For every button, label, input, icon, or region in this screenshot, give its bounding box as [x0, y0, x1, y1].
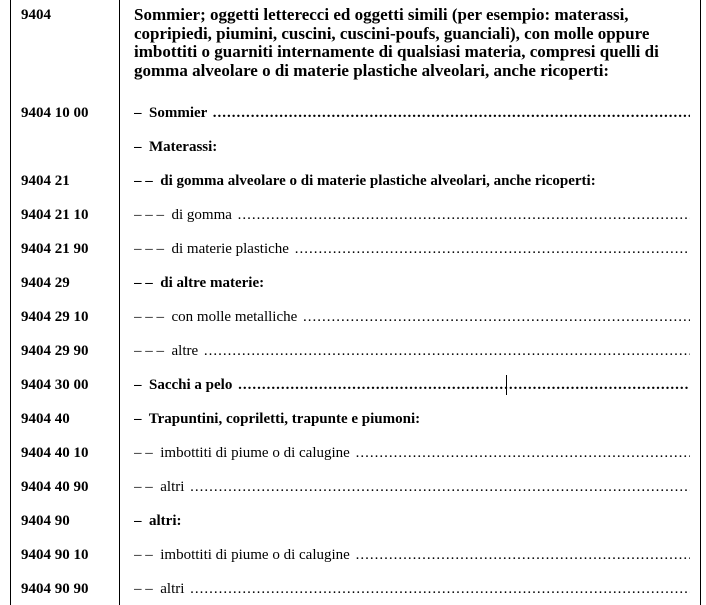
row-label: – Trapuntini, copriletti, trapunte e piumoni:: [134, 411, 424, 427]
row-description: [134, 240, 690, 258]
row-description: [134, 444, 690, 462]
row-label: – – di altre materie:: [134, 275, 268, 291]
row-code: 9404 90: [21, 513, 70, 529]
row-code: 9404 29 90: [21, 343, 89, 359]
dot-leader: [190, 580, 690, 598]
row-label: – – – altre: [134, 343, 202, 359]
row-label: – – – con molle metalliche: [134, 309, 302, 325]
row-description: [134, 342, 690, 360]
row-label: – – imbottiti di piume o di calugine: [134, 547, 354, 563]
row-description: [134, 308, 690, 326]
row-code: 9404 21: [21, 173, 70, 189]
row-label: – – – di gomma: [134, 207, 236, 223]
dot-leader: [204, 342, 690, 360]
row-label: – – altri: [134, 479, 189, 495]
row-description: [134, 546, 690, 564]
dot-leader: [190, 478, 690, 496]
table-border-left: [10, 0, 11, 605]
row-label: – Materassi:: [134, 139, 222, 155]
row-code: 9404 90 90: [21, 581, 89, 597]
row-label: – – di gomma alveolare o di materie plastiche alveolari, anche ricoperti:: [134, 173, 600, 189]
dot-leader: [303, 308, 690, 326]
row-code: 9404 30 00: [21, 377, 89, 393]
table-column-divider: [119, 0, 120, 605]
row-label: – Sommier: [134, 105, 211, 121]
dot-leader: [213, 104, 690, 122]
row-code: 9404 40: [21, 411, 70, 427]
row-label: – Sacchi a pelo: [134, 377, 237, 393]
row-code: 9404 29: [21, 275, 70, 291]
row-description: [134, 410, 690, 428]
row-label: – altri:: [134, 513, 186, 529]
row-code: 9404 90 10: [21, 547, 89, 563]
row-label: – – imbottiti di piume o di calugine: [134, 445, 354, 461]
dot-leader: [238, 376, 690, 394]
dot-leader: [238, 206, 690, 224]
dot-leader: [356, 444, 690, 462]
row-description: [134, 172, 690, 190]
table-border-right: [700, 0, 701, 605]
row-description: [134, 274, 690, 292]
row-description: [134, 104, 690, 122]
row-description: [134, 206, 690, 224]
text-cursor: [506, 375, 507, 395]
dot-leader: [356, 546, 690, 564]
row-description: [134, 376, 690, 394]
row-code: 9404 21 90: [21, 241, 89, 257]
row-description: [134, 580, 690, 598]
dot-leader: [295, 240, 690, 258]
tariff-table: [10, 0, 701, 605]
row-description: [134, 478, 690, 496]
row-code: 9404 21 10: [21, 207, 89, 223]
header-description: Sommier; oggetti letterecci ed oggetti simili (per esempio: materassi, copripiedi, piumini, cuscini, cuscini-poufs, guanciali), con molle oppure imbottiti o guarniti internamente di qualsiasi materia, compresi quelli di gomma alveolare o di materie plastiche alveolari, anche ricoperti:: [134, 6, 659, 80]
row-label: – – altri: [134, 581, 189, 597]
header-code: 9404: [21, 7, 51, 23]
row-description: [134, 138, 690, 156]
row-description: [134, 512, 690, 530]
row-code: 9404 40 10: [21, 445, 89, 461]
row-code: 9404 10 00: [21, 105, 89, 121]
row-code: 9404 40 90: [21, 479, 89, 495]
row-code: 9404 29 10: [21, 309, 89, 325]
row-label: – – – di materie plastiche: [134, 241, 293, 257]
